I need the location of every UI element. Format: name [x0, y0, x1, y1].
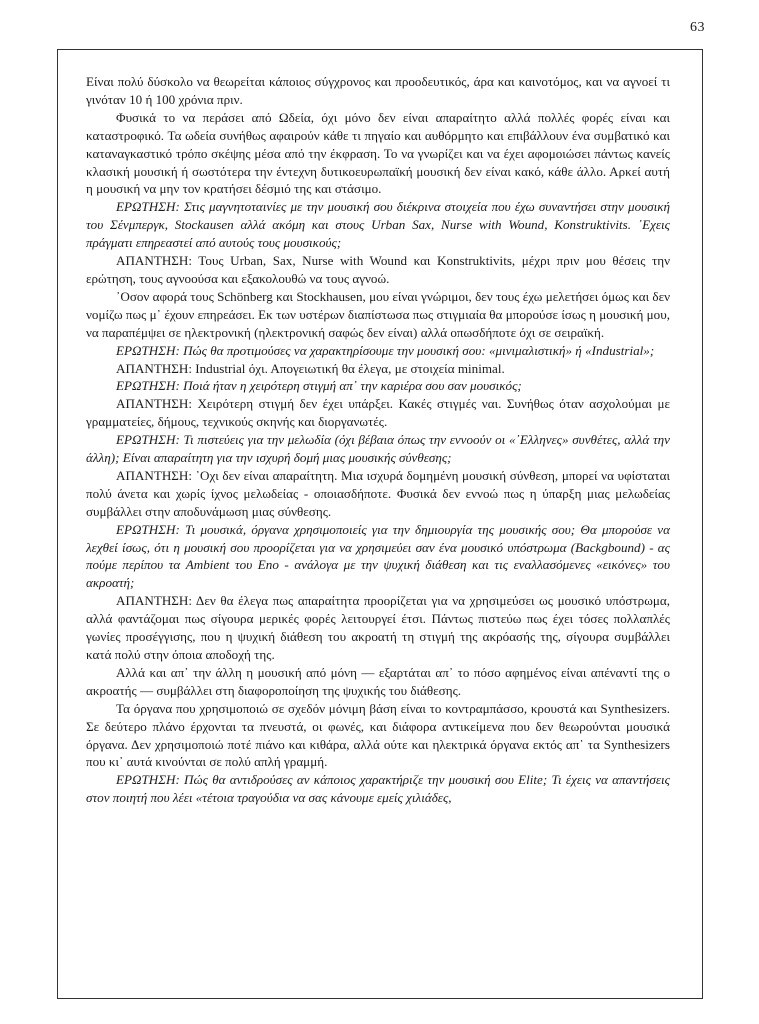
- answer-paragraph: ΑΠΑΝΤΗΣΗ: Χειρότερη στιγμή δεν έχει υπάρξει. Κακές στιγμές ναι. Συνήθως όταν ασχολούμαι με γραμματείες, δήμους, τεχνικούς σκηνής και διοργανωτές.: [86, 396, 670, 430]
- answer-paragraph: ΑΠΑΝΤΗΣΗ: Industrial όχι. Απογειωτική θα έλεγα, με στοιχεία minimal.: [116, 360, 505, 376]
- question-paragraph: ΕΡΩΤΗΣΗ: Τι μουσικά, όργανα χρησιμοποιείς για την δημιουργία της μουσικής σου; Θα μπορούσε να λεχθεί ίσως, ότι η μουσική σου προορίζεται για να χρησιμεύει σαν ένα μουσικό υπόστρωμα (Backgbound) - ας πούμε περίπου τα Ambient του Eno - ανάλογα με την ψυχική διάθεση και τις εναλλασόμενες «εικόνες» του ακροατή;: [86, 521, 670, 591]
- question-paragraph: ΕΡΩΤΗΣΗ: Πώς θα αντιδρούσες αν κάποιος χαρακτήριζε την μουσική σου Elite; Τι έχεις να απαντήσεις στον ποιητή που λέει «τέτοια τραγούδια να σας κάνουμε εμείς χιλιάδες,: [86, 772, 670, 806]
- answer-paragraph: ΑΠΑΝΤΗΣΗ: ᾿Οχι δεν είναι απαραίτητη. Μια ισχυρά δομημένη μουσική σύνθεση, μπορεί να υφίσταται πολύ άνετα και χωρίς ίχνος μελωδείας - οποιασδήποτε. Φυσικά δεν εννοώ πως η ύπαρξη μιας μελωδείας συμβάλλει στην αποδυνάμωση μιας σύνθεσης.: [86, 467, 670, 519]
- answer-paragraph: Τα όργανα που χρησιμοποιώ σε σχεδόν μόνιμη βάση είναι το κοντραμπάσσο, κρουστά και Synthesizers. Σε δεύτερο πλάνο έρχονται τα πνευστά, οι φωνές, και διάφορα αντικείμενα που δεν θεωρούνται μουσικά όργανα. Δεν χρησιμοποιώ ποτέ πιάνο και κιθάρα, αλλά ούτε και ηλεκτρικά όργανα εκτός απ᾿ τα Synthesizers που κι᾿ αυτά κινούνται σε πολύ απλή γραμμή.: [86, 700, 670, 770]
- body-text: [86, 73, 670, 807]
- answer-paragraph: ΑΠΑΝΤΗΣΗ: Δεν θα έλεγα πως απαραίτητα προορίζεται για να χρησιμεύσει ως μουσικό υπόστρωμα, αλλά φαντάζομαι πως σίγουρα μερικές φορές λειτουργεί έτσι. Πάντως πιστεύω πως έχει τόσες πολλαπλές γωνίες προσέγγισης, που η ψυχική διάθεση του ακροατή τη στιγμή της ακρόασής της, σίγουρα συμβάλλει κατά πολύ στην όποια αποδοχή της.: [86, 593, 670, 662]
- answer-paragraph: ΑΠΑΝΤΗΣΗ: Τους Urban, Sax, Nurse with Wound και Konstruktivits, μέχρι πριν μου θέσεις την ερώτηση, τους αγνοούσα και εξακολουθώ να τους αγνοώ.: [86, 253, 670, 286]
- question-paragraph: ΕΡΩΤΗΣΗ: Πώς θα προτιμούσες να χαρακτηρίσουμε την μουσική σου: «μινιμαλιστική» ή «Industrial»;: [116, 342, 655, 358]
- answer-paragraph: Είναι πολύ δύσκολο να θεωρείται κάποιος σύγχρονος και προοδευτικός, άρα και καινοτόμος, και να αγνοεί τι γινόταν 10 ή 100 χρόνια πριν.: [86, 74, 670, 107]
- answer-paragraph: Αλλά και απ᾿ την άλλη η μουσική από μόνη — εξαρτάται απ᾿ το πόσο αφημένος είναι απέναντί της ο ακροατής — συμβάλλει στη διαφοροποίηση της ψυχικής του διάθεσης.: [86, 664, 670, 698]
- page-number: 63: [690, 20, 705, 35]
- answer-paragraph: Φυσικά το να περάσει από Ωδεία, όχι μόνο δεν είναι απαραίτητο αλλά πολλές φορές είναι και καταστροφικό. Τα ωδεία συνήθως αφαιρούν κάθε τι πηγαίο και αυθόρμητο και επιβάλλουν ένα συμβατικό και καταναγκαστικό τρόπο σκέψης μέσα από την έκφραση. Το να γνωρίζει και να έχει αφομοιώσει πάντως κανείς κλασική μουσική ή σωστότερα την έντεχνη δυτικοευρωπαϊκή μουσική δεν είναι κακό, κάθε άλλο. Αρκεί αυτή η μουσική να μην τον κρατήσει δέσμιό της και στάσιμο.: [86, 109, 670, 197]
- question-paragraph: ΕΡΩΤΗΣΗ: Ποιά ήταν η χειρότερη στιγμή απ᾿ την καριέρα σου σαν μουσικός;: [116, 378, 522, 394]
- answer-paragraph: ᾿Οσον αφορά τους Schönberg και Stockhausen, μου είναι γνώριμοι, δεν τους έχω μελετήσει όμως και δεν νομίζω πως μ᾿ έχουν επηρεάσει. Εκ των υστέρων διαπίστωσα πως στιγμιαία θα μπορούσε ίσως η μουσική μου, να παραπέμψει σε ηλεκτρονική (ηλεκτρονική σαφώς δεν είναι) αλλά οπωσδήποτε όχι σε σειραϊκή.: [86, 288, 670, 340]
- question-paragraph: ΕΡΩΤΗΣΗ: Τι πιστεύεις για την μελωδία (όχι βέβαια όπως την εννοούν οι «᾿Ελληνες» συνθέτες, αλλά την άλλη); Είναι απαραίτητη για την ισχυρή δομή μιας μουσικής σύνθεσης;: [86, 432, 670, 466]
- question-paragraph: ΕΡΩΤΗΣΗ: Στις μαγνητοταινίες με την μουσική σου διέκρινα στοιχεία που έχω συναντήσει στην μουσική του Σένμπεργκ, Stockausen αλλά ακόμη και στους Urban Sax, Nurse with Wound, Konstruktivits. ᾿Εχεις πράγματι επηρεαστεί από αυτούς τους μουσικούς;: [86, 199, 670, 251]
